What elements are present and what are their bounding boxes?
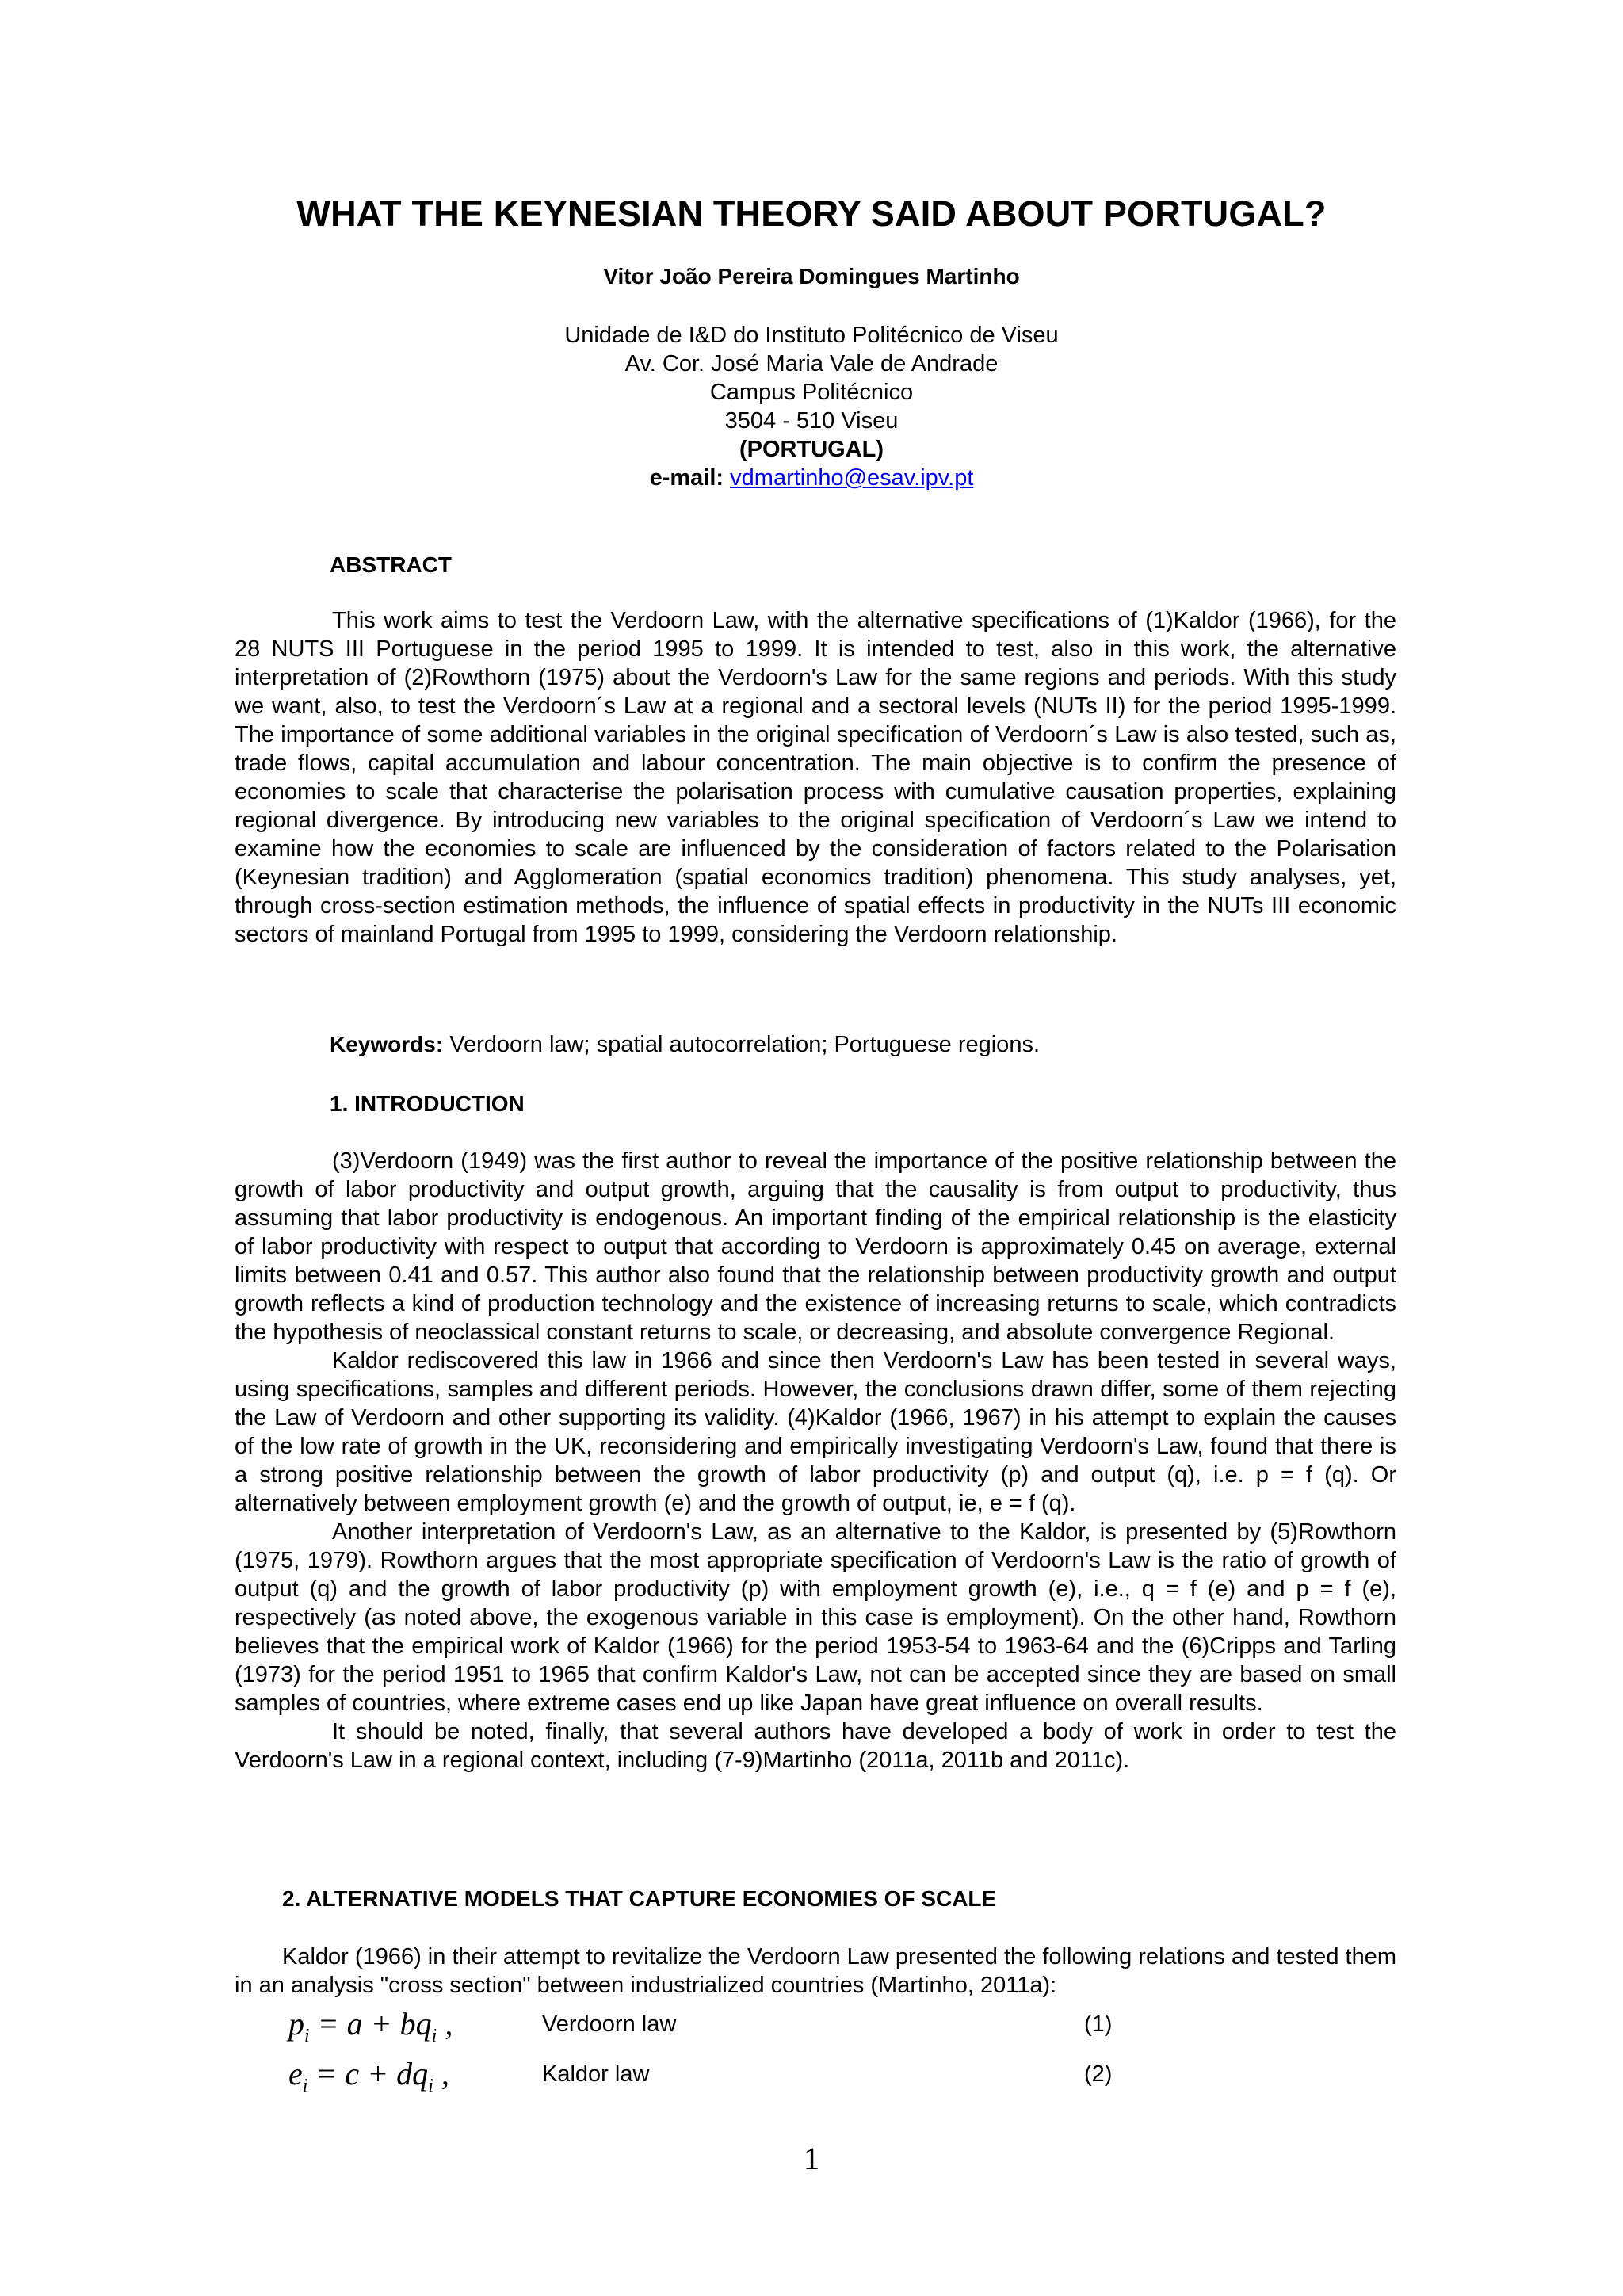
section2-paragraph: Kaldor (1966) in their attempt to revitalize the Verdoorn Law presented the following relations and tested them in an analysis "cross section" between industrialized countries (Martinho, 2011a): bbox=[235, 1944, 1396, 1998]
equation-number: (2) bbox=[1084, 2061, 1113, 2087]
intro-paragraph: Kaldor rediscovered this law in 1966 and since then Verdoorn's Law has been tested in several ways, using specifications, samples and different periods. However, the conclusions drawn differ, some of them rejecting the Law of Verdoorn and other supporting its validity. (4)Kaldor (1966, 1967) in his attempt to explain the causes of the low rate of growth in the UK, reconsidering and empirically investigating Verdoorn's Law, found that there is a strong positive relationship between the growth of labor productivity (p) and output (q), i.e. p = f (q). Or alternatively between employment growth (e) and the growth of output, ie, e = f (q). bbox=[235, 1348, 1396, 1516]
abstract-text: This work aims to test the Verdoorn Law, with the alternative specifications of (1)Kaldor (1966), for the 28 NUTS III Portuguese in the period 1995 to 1999. It is intended to test, also in this work, the alternative interpretation of (2)Rowthorn (1975) about the Verdoorn's Law for the same regions and periods. With this study we want, also, to test the Verdoorn´s Law at a regional and a sectoral levels (NUTs II) for the period 1995-1999. The importance of some additional variables in the original specification of Verdoorn´s Law is also tested, such as, trade flows, capital accumulation and labour concentration. The main objective is to confirm the presence of economies to scale that characterise the polarisation process with cumulative causation properties, explaining regional divergence. By introducing new variables to the original specification of Verdoorn´s Law we intend to examine how the economies to scale are influenced by the consideration of factors related to the Polarisation (Keynesian tradition) and Agglomeration (spatial economics tradition) phenomena. This study analyses, yet, through cross-section estimation methods, the influence of spatial effects in productivity in the NUTs III economic sectors of mainland Portugal from 1995 to 1999, considering the Verdoorn relationship. bbox=[235, 608, 1396, 947]
email-label: e-mail: bbox=[649, 465, 724, 491]
intro-paragraph: Another interpretation of Verdoorn's Law, as an alternative to the Kaldor, is presented by (5)Rowthorn (1975, 1979). Rowthorn argues that the most appropriate specification of Verdoorn's Law is the ratio of growth of output (q) and the growth of labor productivity (p) with employment growth (e), i.e., q = f (e) and p = f (e), respectively (as noted above, the exogenous variable in this case is employment). On the other hand, Rowthorn believes that the empirical work of Kaldor (1966) for the period 1953-54 to 1963-64 and the (6)Cripps and Tarling (1973) for the period 1951 to 1965 that confirm Kaldor's Law, not can be accepted since they are based on small samples of countries, where extreme cases end up like Japan have great influence on overall results. bbox=[235, 1519, 1396, 1716]
affiliation-country: (PORTUGAL) bbox=[739, 437, 884, 462]
section2-body bbox=[235, 1943, 1396, 2000]
affiliation-line: Av. Cor. José Maria Vale de Andrade bbox=[624, 351, 999, 376]
paper-title: WHAT THE KEYNESIAN THEORY SAID ABOUT PORTUGAL? bbox=[296, 193, 1327, 234]
keywords-text: Verdoorn law; spatial autocorrelation; Portuguese regions. bbox=[449, 1032, 1041, 1057]
equation-formula: $p_i = a + bq_i$ , bbox=[288, 2006, 453, 2046]
intro-heading: 1. INTRODUCTION bbox=[330, 1091, 525, 1116]
affiliation-line: 3504 - 510 Viseu bbox=[724, 408, 899, 434]
affiliation-line: Unidade de I&D do Instituto Politécnico de Viseu bbox=[564, 323, 1059, 348]
affiliation-block bbox=[0, 321, 1623, 492]
intro-body bbox=[235, 1147, 1396, 1775]
equation-name: Kaldor law bbox=[542, 2061, 650, 2087]
abstract-body bbox=[235, 606, 1396, 949]
email-link[interactable]: vdmartinho@esav.ipv.pt bbox=[730, 465, 974, 491]
intro-paragraph: It should be noted, finally, that several authors have developed a body of work in order to test the Verdoorn's Law in a regional context, including (7-9)Martinho (2011a, 2011b and 2011c). bbox=[235, 1719, 1396, 1773]
equation-formula: $e_i = c + dq_i$ , bbox=[288, 2056, 449, 2096]
section2-heading: 2. ALTERNATIVE MODELS THAT CAPTURE ECONOMIES OF SCALE bbox=[282, 1886, 997, 1911]
intro-paragraph: (3)Verdoorn (1949) was the first author to reveal the importance of the positive relationship between the growth of labor productivity and output growth, arguing that the causality is from output to productivity, thus assuming that labor productivity is endogenous. An important finding of the empirical relationship is the elasticity of labor productivity with respect to output that according to Verdoorn is approximately 0.45 on average, external limits between 0.41 and 0.57. This author also found that the relationship between productivity growth and output growth reflects a kind of production technology and the existence of increasing returns to scale, which contradicts the hypothesis of neoclassical constant returns to scale, or decreasing, and absolute convergence Regional. bbox=[235, 1148, 1396, 1345]
page-number: 1 bbox=[804, 2141, 819, 2176]
equation-name: Verdoorn law bbox=[542, 2011, 677, 2037]
author-name: Vitor João Pereira Domingues Martinho bbox=[603, 264, 1020, 288]
affiliation-line: Campus Politécnico bbox=[709, 380, 914, 405]
equation-number: (1) bbox=[1084, 2011, 1113, 2037]
keywords-label: Keywords: bbox=[330, 1032, 444, 1056]
equation-row bbox=[288, 2005, 1398, 2045]
abstract-heading: ABSTRACT bbox=[330, 552, 452, 577]
keywords-line bbox=[330, 1032, 1040, 1058]
email-line bbox=[0, 464, 1623, 492]
equation-row bbox=[288, 2055, 1398, 2095]
